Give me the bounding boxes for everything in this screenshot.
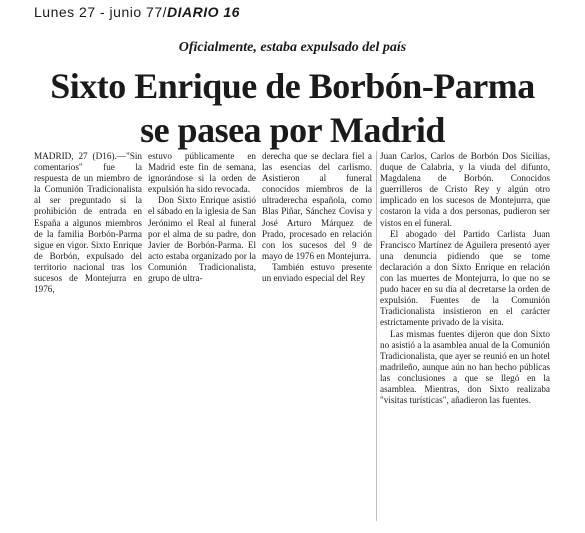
paragraph: También estuvo presente un enviado especial del Rey: [262, 261, 372, 284]
article-headline: [0, 64, 585, 152]
paragraph: MADRID, 27 (D16).—"Sin comentarios" fue la respuesta de un miembro de la Comunión Tradicionalista al ser preguntado si la prohibición de entrada en España a algunos miembros de la familia Borbón-Parma sigue en vigor. Sixto Enrique de Borbón, expulsado del territorio nacional tras los sucesos de Montejurra en 1976,: [34, 151, 142, 295]
article-column-4: [380, 151, 550, 526]
paragraph: Las mismas fuentes dijeron que don Sixto no asistió a la asamblea anual de la Comunión Tradicionalista, que ayer se reunió en un hotel madrileño, aunque aún no han hecho públicas las conclusiones a que se llegó en la asamblea. Mientras, don Sixto realizaba "visitas turísticas", añadieron las fuentes.: [380, 328, 550, 406]
paragraph: Don Sixto Enrique asistió el sábado en la iglesia de San Jerónimo el Real al funeral por el alma de su padre, don Javier de Borbón-Parma. El acto estaba organizado por la Comunión Tradicionalista, grupo de ultra-: [148, 195, 256, 284]
paragraph: Juan Carlos, Carlos de Borbón Dos Sicilias, duque de Calabria, y la viuda del difunto, Magdalena de Borbón. Conocidos guerrilleros de Cristo Rey y algún otro implicado en los sucesos de Montejurra, que costaron la vida a dos personas, pudieron ser vistos en el funeral.: [380, 151, 550, 228]
article-kicker: Oficialmente, estaba expulsado del país: [178, 40, 407, 55]
paragraph: estuvo públicamente en Madrid este fin de semana, ignorándose si la orden de expulsión ha sido revocada.: [148, 151, 256, 195]
paragraph: El abogado del Partido Carlista Juan Francisco Martínez de Aguilera presentó ayer una denuncia pidiendo que se tome declaración a don Sixto Enrique en relación con las muertes de Montejurra, lo que no se pudo hacer en su día al decretarse la orden de expulsión. Fuentes de la Comunión Tradicionalista insistieron en el carácter estrictamente privado de la visita.: [380, 228, 550, 328]
article-column-3: [262, 151, 372, 284]
masthead-brand: DIARIO 16: [167, 4, 240, 20]
article-body: [0, 151, 585, 526]
article-column-2: [148, 151, 256, 284]
paragraph: derecha que se declara fiel a las esencias del carlismo. Asistieron al funeral conocidos miembros de la ultraderecha española, como Blas Piñar, Sánchez Covisa y José Arturo Márquez de Prado, procesado en relación con los sucesos del 9 de mayo de 1976 en Montejurra.: [262, 151, 372, 261]
masthead: [34, 4, 240, 20]
article-column-1: [34, 151, 142, 295]
headline-line-2: se pasea por Madrid: [140, 110, 445, 150]
masthead-day: Lunes: [34, 4, 75, 20]
headline-line-1: Sixto Enrique de Borbón-Parma: [50, 66, 535, 106]
masthead-date: 27 - junio 77/: [79, 4, 167, 20]
